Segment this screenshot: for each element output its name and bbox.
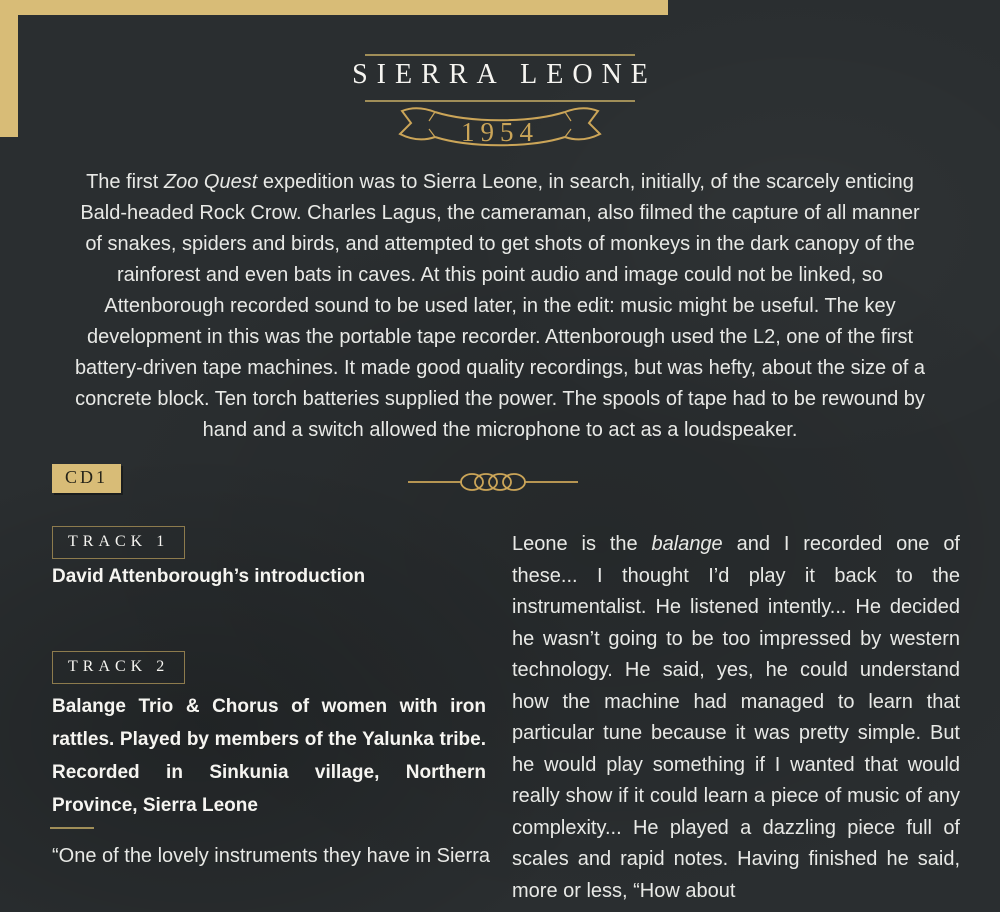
title-rule-top <box>365 54 635 56</box>
quote-start-text: “One of the lovely instruments they have in Sierra <box>52 845 490 867</box>
track-1-label: TRACK 1 <box>52 526 185 559</box>
quote-continuation-text: Leone is the balange and I recorded one of these... I thought I’d play it back to the instrumentalist. He listened intently... He decided he wasn’t going to be too impressed by western technology. He said, yes, he could understand how the machine had managed to learn that particular tune because it was pretty simple. But he would play something if I wanted that would really show if it could learn a piece of music of any complexity... He played a dazzling piece full of scales and rapid notes. Having finished he said, more or less, “How about <box>512 533 960 902</box>
quote-separator-rule <box>50 827 94 829</box>
disc-label-badge: CD1 <box>52 464 121 493</box>
intro-paragraph: The first Zoo Quest expedition was to Sierra Leone, in search, initially, of the scarcely enticing Bald-headed Rock Crow. Charles Lagus, the cameraman, also filmed the capture of all manner of snakes, spiders and birds, and attempted to get shots of monkeys in the dark canopy of the rainforest and even bats in caves. At this point audio and image could not be linked, so Attenborough recorded sound to be used later, in the edit: music might be useful. The key development in this was the portable tape recorder. Attenborough used the L2, one of the first battery-driven tape machines. It made good quality recordings, but was hefty, about the size of a concrete block. Ten torch batteries supplied the power. The spools of tape had to be rewound by hand and a switch allowed the microphone to act as a loudspeaker. <box>74 171 926 441</box>
ribbon-banner-icon <box>385 99 615 161</box>
track-2-label: TRACK 2 <box>52 651 185 684</box>
gold-frame-top <box>0 0 668 15</box>
track-2-description: Balange Trio & Chorus of women with iron rattles. Played by members of the Yalunka tribe. Recorded in Sinkunia village, Northern Province, Sierra Leone <box>52 696 486 816</box>
track-1-title: David Attenborough’s introduction <box>52 566 366 587</box>
year-label: 1954 <box>461 117 539 147</box>
rope-knot-divider-icon <box>408 470 578 494</box>
page-title: SIERRA LEONE <box>352 59 657 90</box>
